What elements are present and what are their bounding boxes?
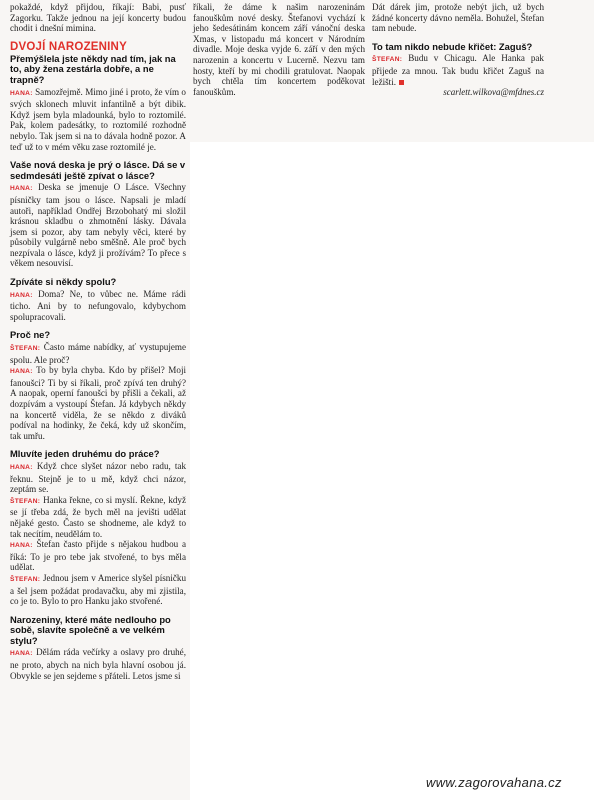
question-3: Zpíváte si někdy spolu? <box>10 276 117 288</box>
question-7: To tam nikdo nebude křičet: Zaguš? <box>372 40 533 52</box>
paragraph: pokaždé, když přijdou, říkají: Babi, pusť Zagorku. Takže jednou na její koncerty budou chodit i dnešní mimina. <box>10 2 186 34</box>
author-email <box>372 87 544 98</box>
answer-text: Samozřejmě. Mimo jiné i proto, že vím o svých sklonech mluvit infantilně a být dibik. Když jsem byla mladounká, bylo to roztomilé. Pak, kolem padesátky, to roztomilé rozhodně nebylo. Tak jsem si na to dávala hodně pozor. A teď už to v mém věku zase roztomilé je. <box>10 86 186 152</box>
column-3 <box>372 2 544 142</box>
question-2: Vaše nová deska je prý o lásce. Dá se v sedmdesáti ještě zpívat o lásce? <box>10 159 186 181</box>
speaker-label: HANA: <box>10 542 33 550</box>
question-5: Mluvíte jeden druhému do práce? <box>10 448 160 460</box>
answer-4a <box>10 342 186 365</box>
speaker-label: HANA: <box>10 463 33 471</box>
answer-text: Doma? Ne, to vůbec ne. Máme rádi ticho. Ani by to nefungovalo, kdybychom spolupracovali. <box>10 288 187 322</box>
speaker-label: HANA: <box>10 185 33 193</box>
answer-1 <box>10 87 186 153</box>
answer-5a <box>10 461 186 495</box>
question-6: Narozeniny, které máte nedlouho po sobě, slavíte společně a ve velkém stylu? <box>10 613 171 646</box>
column-1 <box>10 2 186 772</box>
blank-area <box>190 142 594 800</box>
speaker-label: ŠTEFAN: <box>10 345 41 353</box>
answer-2 <box>10 182 186 269</box>
speaker-label: ŠTEFAN: <box>10 575 41 583</box>
answer-text: Dělám ráda večírky a oslavy pro druhé, ne proto, abych na nich byla hlavní osobou já. Obvykle se jen sejdeme s přáteli. Letos jsme si <box>10 647 186 681</box>
answer-4b <box>10 365 186 441</box>
answer-5c <box>10 539 186 573</box>
speaker-label: ŠTEFAN: <box>10 497 41 505</box>
answer-5b <box>10 495 186 539</box>
column-2 <box>193 2 365 140</box>
question-4: Proč ne? <box>10 329 51 341</box>
answer-7 <box>372 53 544 87</box>
speaker-label: HANA: <box>10 650 33 658</box>
answer-text: Jednou jsem v Americe slyšel písničku a šel jsem požádat prodavačku, aby mi zjistila, co je to. Bylo to pro Hanku jako stvořené. <box>10 572 187 607</box>
answer-3 <box>10 289 186 323</box>
answer-text: Často máme nabídky, ať vystupujeme spolu. Ale proč? <box>10 342 186 365</box>
question-1: Přemýšlela jste někdy nad tím, jak na to, aby žena zestárla dobře, a ne trapně? <box>10 52 176 85</box>
answer-text: Když chce slyšet názor nebo radu, tak řeknu. Stejně je to u mě, když chci názor, zeptám se. <box>10 460 186 495</box>
section-title: DVOJÍ NAROZENINY <box>10 40 127 53</box>
answer-text: Budu v Chicagu. Ale Hanka pak přijede za mnou. Tak budu křičet Zaguš na ležišti. <box>372 53 544 87</box>
author-email-text: scarlett.wilkova@mfdnes.cz <box>443 87 544 98</box>
answer-5d <box>10 573 186 607</box>
speaker-label: ŠTEFAN: <box>372 56 403 64</box>
answer-6 <box>10 647 186 681</box>
paragraph: Dát dárek jim, protože nebýt jich, už bych žádné koncerty dávno neměla. Bohužel, Štefan tam nebude. <box>372 2 544 34</box>
page-edge <box>594 0 608 800</box>
speaker-label: HANA: <box>10 368 33 376</box>
speaker-label: HANA: <box>10 89 33 97</box>
answer-text: Deska se jmenuje O Lásce. Všechny písničky tam jsou o lásce. Napsali je mladí autoři, například Ondřej Brzobohatý mi složil krásnou skladbu o zhmotnění lásky. Dávala jsem si pozor, aby tam nebyly věci, které by působily vulgárně nebo směšně. Ale proč bych nezpívala o lásce, když ji prožívám? To přece s věkem nesouvisí. <box>10 182 186 269</box>
speaker-label: HANA: <box>10 291 33 299</box>
answer-text: Hanka řekne, co si myslí. Řekne, když se jí třeba zdá, že bych měl na jevišti udělat nějaké gesto. Často se shodneme, ale když to tak necítím, neudělám to. <box>10 494 186 539</box>
end-mark-icon <box>399 80 404 85</box>
answer-text: To by byla chyba. Kdo by přišel? Moji fanoušci? Ti by si říkali, proč zpívá ten druhý? A naopak, operní fanoušci by přišli a čekali, až dozpívám a vystoupí Štefan. Já kdybych někdy na koncertě viděla, že se někdo z diváků podíval na hodinky, že čeká, kdy už skončím, tak umřu. <box>10 365 186 441</box>
watermark: www.zagorovahana.cz <box>426 775 562 790</box>
paragraph: říkali, že dáme k našim narozeninám fanouškům nové desky. Štefanovi vychází k jeho šedesátinám koncem září vánoční deska Xmas, v listopadu má koncert v Národním divadle. Moje deska vyjde 6. září v den mých narozenin a koncertu v Lucerně. Nezvu tam hosty, kteří by mi chodili gratulovat. Naopak bych chtěla tím koncertem poděkovat fanouškům. <box>193 2 365 97</box>
answer-text: Štefan často přijde s nějakou hudbou a říká: To je pro tebe jak stvořené, to bys měla udělat. <box>10 539 186 573</box>
